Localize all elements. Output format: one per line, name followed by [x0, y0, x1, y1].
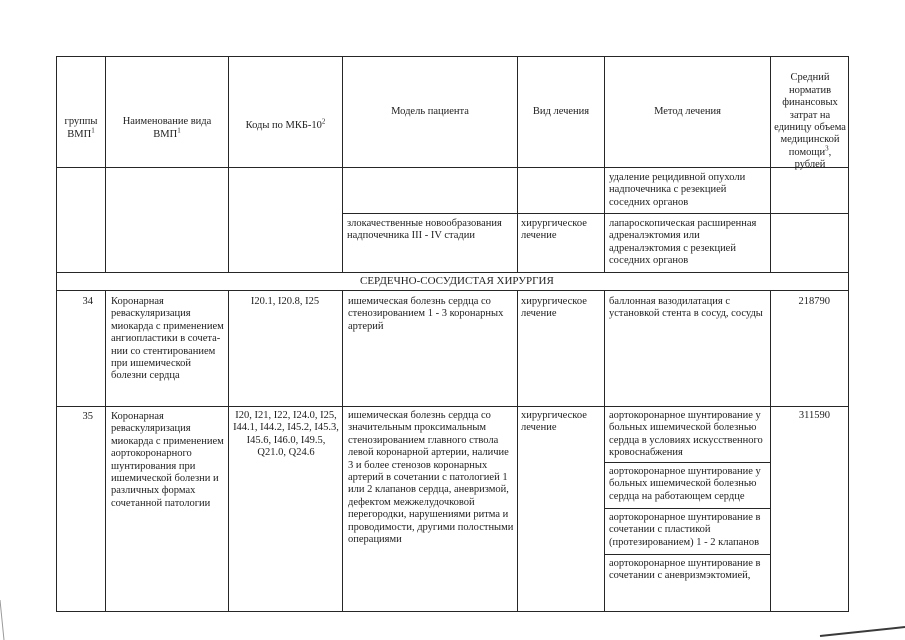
- continuation-model-2: злокачественные новообразования надпочечника III - IV стадии: [347, 218, 502, 242]
- header-codes: [229, 108, 342, 133]
- header-method: Метод лечения: [654, 106, 721, 117]
- header-name-text: Наименование вида ВМП: [122, 116, 212, 140]
- row-34-group: 34: [82, 296, 93, 307]
- row-34-codes: I20.1, I20.8, I25: [250, 296, 320, 307]
- row-35-cost: 311590: [798, 410, 830, 421]
- row-35-method-3: аортокоронарное шунтирование в сочетании с пластикой (протезированием) 1 - 2 клапанов: [609, 512, 761, 548]
- row-35-model: ишемическая болезнь сердца со значительным проксимальным стенозированием главного ствола левой коронарной артерии, наличие 3 и более стенозов коронарных артерий в сочетании с патологией 1 или 2 клапанов сердца, аневризмой, дефектом межжелудочковой перегородки, нарушениями ритма и проводимости, другими полостными операциями: [348, 410, 514, 546]
- header-group-text: группы ВМП: [64, 116, 98, 140]
- row-35-name: Коронарная реваскуляризация миокарда с применением аортокоронарного шунтирования при ишемической болезни и различных формах сочетанной патологии: [111, 411, 224, 509]
- row-34-method: баллонная вазодилатация с установкой стента в сосуд, сосуды: [609, 296, 763, 320]
- row-35-kind: хирургическое лечение: [521, 410, 587, 434]
- header-cost: [774, 60, 846, 172]
- header-model: Модель пациента: [391, 106, 469, 117]
- row-35-method-2: аортокоронарное шунтирование у больных ишемической болезнью сердца на работающем сердце: [609, 466, 761, 502]
- header-name-sup: 1: [177, 126, 181, 135]
- row-34-cost: 218790: [798, 296, 830, 307]
- header-codes-text: Коды по МКБ-10: [245, 120, 322, 132]
- row-35-group: 35: [82, 411, 93, 422]
- row-34-kind: хирургическое лечение: [521, 296, 587, 320]
- header-cost-text: Средний норматив финансовых затрат на единицу объема медицинской помощи: [774, 72, 846, 158]
- header-cost-sup: 3: [825, 144, 829, 153]
- row-35-method-1: аортокоронарное шунтирование у больных ишемической болезнью сердца в условиях искусственного кровоснабжения: [609, 410, 763, 459]
- header-cost-unit: , рублей: [794, 146, 832, 171]
- row-35-codes: I20, I21, I22, I24.0, I25, I44.1, I44.2, I45.2, I45.3, I45.6, I46.0, I49.5, Q21.0, Q24.6: [233, 410, 339, 459]
- continuation-method-1: удаление рецидивной опухоли надпочечника с резекцией соседних органов: [609, 172, 746, 208]
- section-title: СЕРДЕЧНО-СОСУДИСТАЯ ХИРУРГИЯ: [360, 275, 554, 287]
- header-name: [110, 104, 224, 141]
- continuation-kind-2: хирургическое лечение: [521, 218, 587, 242]
- header-group-sup: 1: [91, 126, 95, 135]
- header-kind: Вид лечения: [532, 106, 590, 117]
- header-codes-sup: 2: [321, 117, 326, 126]
- continuation-method-2: лапароскопическая расширенная адреналэктомия или адреналэктомия с резекцией соседних органов: [609, 218, 757, 267]
- row-34-name: Коронарная реваскуляризация миокарда с применением ангиопластики в сочета- нии со стентированием при ишемической болезни сердца: [111, 296, 224, 382]
- row-35-method-4: аортокоронарное шунтирование в сочетании с аневризмэктомией,: [609, 558, 761, 582]
- header-group: [57, 104, 105, 141]
- row-34-model: ишемическая болезнь сердца со стенозированием 1 - 3 коронарных артерий: [348, 296, 504, 332]
